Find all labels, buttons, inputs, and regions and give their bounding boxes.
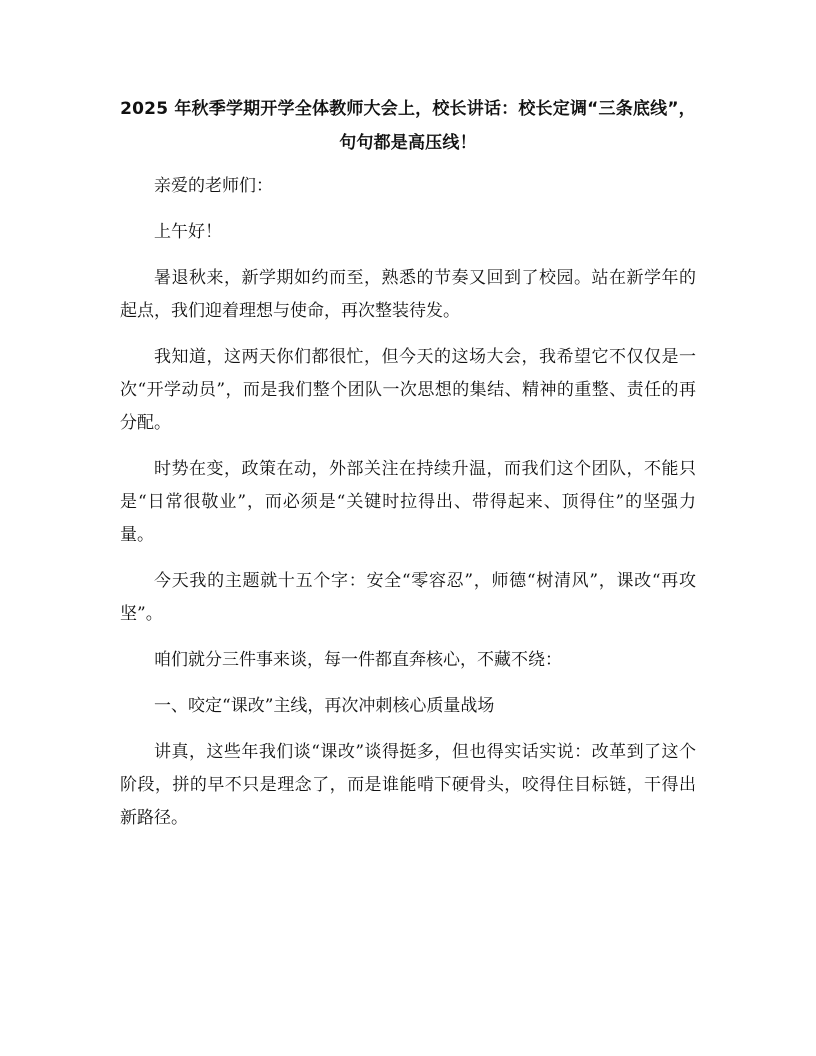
paragraph: 讲真，这些年我们谈“课改”谈得挺多，但也得实话实说：改革到了这个阶段，拼的早不只是理念了，而是谁能啃下硬骨头，咬得住目标链，干得出新路径。 bbox=[120, 742, 696, 828]
paragraph: 咱们就分三件事来谈，每一件都直奔核心，不藏不绕： bbox=[154, 650, 562, 670]
section-heading-1: 一、咬定“课改”主线，再次冲刺核心质量战场 bbox=[154, 696, 495, 716]
paragraph: 我知道，这两天你们都很忙，但今天的这场大会，我希望它不仅仅是一次“开学动员”，而是我们整个团队一次思想的集结、精神的重整、责任的再分配。 bbox=[120, 347, 696, 433]
paragraph-good-morning: 上午好！ bbox=[154, 222, 222, 242]
document-page bbox=[120, 92, 696, 848]
document-title: 2025 年秋季学期开学全体教师大会上，校长讲话：校长定调“三条底线”，句句都是高压线！ bbox=[120, 99, 696, 153]
paragraph-greeting: 亲爱的老师们： bbox=[154, 176, 273, 196]
paragraph: 时势在变，政策在动，外部关注在持续升温，而我们这个团队，不能只是“日常很敬业”，而必须是“关键时拉得出、带得起来、顶得住”的坚强力量。 bbox=[120, 459, 696, 545]
paragraph-theme: 今天我的主题就十五个字：安全“零容忍”，师德“树清风”，课改“再攻坚”。 bbox=[120, 571, 696, 624]
paragraph: 暑退秋来，新学期如约而至，熟悉的节奏又回到了校园。站在新学年的起点，我们迎着理想与使命，再次整装待发。 bbox=[120, 268, 696, 321]
